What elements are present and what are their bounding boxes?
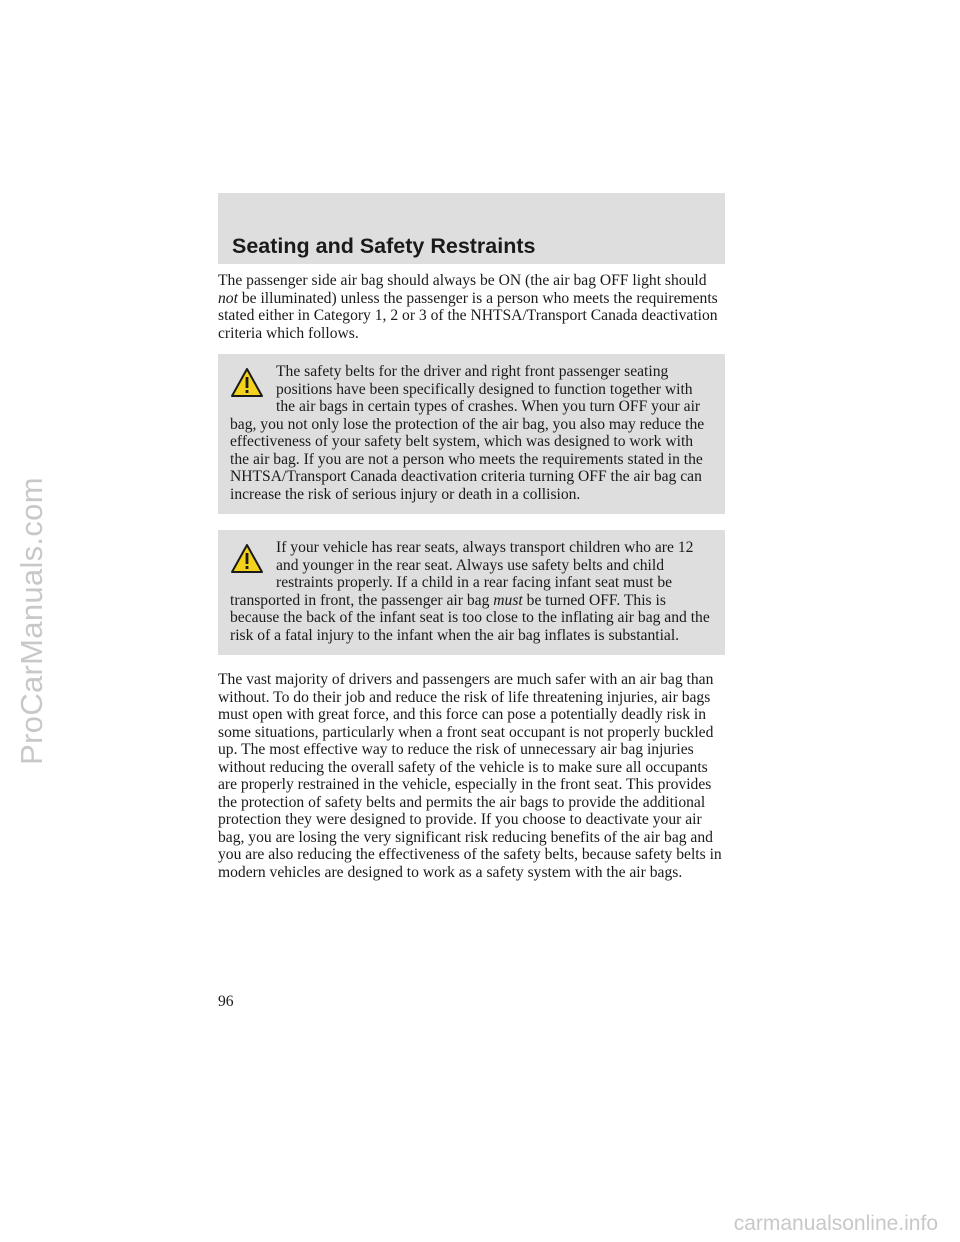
warning-triangle-icon [230, 367, 264, 399]
page-content [218, 272, 725, 893]
side-watermark [8, 0, 56, 1242]
intro-paragraph [218, 272, 725, 342]
warning-box-airbag-off [218, 354, 725, 514]
warning-box-children [218, 530, 725, 655]
warning2-text-1: If your vehicle has rear seats, always transport children who are 12 and younger in the rear seat. Always use safety belts and child restraints properly. If a child in a rear facing infant seat must be transported in front, the passenger air bag [230, 539, 694, 609]
warning-text-2 [230, 539, 715, 644]
warning-text-1: The safety belts for the driver and right front passenger seating positions have been specifically designed to function together with the air bags in certain types of crashes. When you turn OFF your air bag, you not only lose the protection of the air bag, you also may reduce the effectiveness of your safety belt system, which was designed to work with the air bag. If you are not a person who meets the requirements stated in the NHTSA/Transport Canada deactivation criteria turning OFF the air bag can increase the risk of serious injury or death in a collision. [230, 363, 705, 503]
intro-emphasis: not [218, 289, 238, 307]
section-title: Seating and Safety Restraints [232, 234, 536, 258]
intro-text-1: The passenger side air bag should always be ON (the air bag OFF light should [218, 272, 707, 289]
closing-paragraph: The vast majority of drivers and passengers are much safer with an air bag than without. To do their job and reduce the risk of life threatening injuries, air bags must open with great force, and this force can pose a potentially deadly risk in some situations, particularly when a front seat occupant is not properly buckled up. The most effective way to reduce the risk of unnecessary air bag injuries without reducing the overall safety of the vehicle is to make sure all occupants are properly restrained in the vehicle, especially in the front seat. This provides the protection of safety belts and permits the air bags to provide the additional protection they were designed to provide. If you choose to deactivate your air bag, you are losing the very significant risk reducing benefits of the air bag and you are also reducing the effectiveness of the safety belts, because safety belts in modern vehicles are designed to work as a safety system with the air bags. [218, 671, 722, 881]
intro-text-2: be illuminated) unless the passenger is a person who meets the requirements stated either in Category 1, 2 or 3 of the NHTSA/Transport Canada deactivation criteria which follows. [218, 289, 718, 342]
warning-triangle-icon [230, 543, 264, 575]
warning2-text-2: be turned OFF. This is because the back of the infant seat is too close to the inflating air bag and the risk of a fatal injury to the infant when the air bag inflates is substantial. [230, 591, 710, 644]
section-header [218, 193, 725, 264]
page-number: 96 [218, 993, 234, 1010]
bottom-watermark: carmanualsonline.info [733, 1212, 938, 1235]
side-watermark-text: ProCarManuals.com [14, 477, 49, 765]
warning2-emphasis: must [493, 591, 523, 609]
